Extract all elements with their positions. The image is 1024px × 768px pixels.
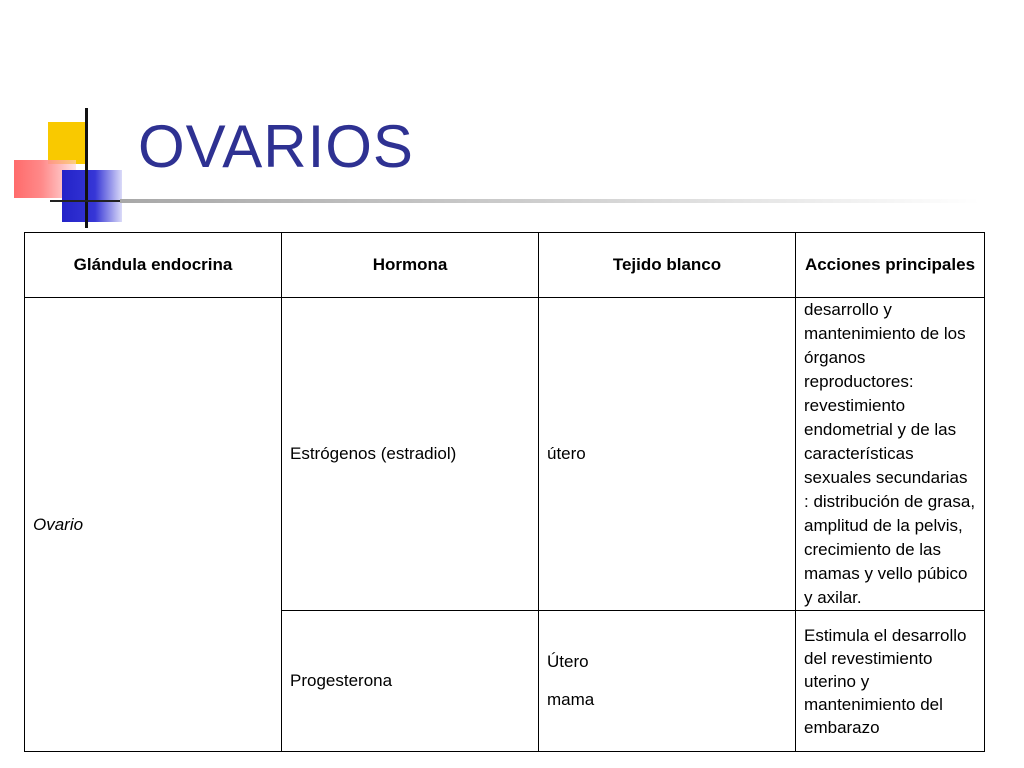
gland-cell: Ovario [25,298,282,752]
table-row [25,298,985,611]
endocrine-table [24,232,985,752]
slide-logo-decoration [0,100,150,230]
tissue-cell [539,298,796,611]
slide-title: OVARIOS [138,113,414,180]
header-main-actions: Acciones principales [796,233,985,298]
header-target-tissue: Tejido blanco [539,233,796,298]
yellow-square-decoration [48,122,86,164]
tissue-cell [539,611,796,752]
header-gland: Glándula endocrina [25,233,282,298]
tissue-item: útero [547,444,586,463]
actions-cell: Estimula el desarrollo del revestimiento uterino y mantenimiento del embarazo [796,611,985,752]
title-underline [120,199,980,203]
actions-cell: desarrollo y mantenimiento de los órganos reproductores: revestimiento endometrial y de las características sexuales secundarias : distribución de grasa, amplitud de la pelvis, crecimiento de las mamas y vello púbico y axilar. [796,298,985,611]
hormone-cell: Estrógenos (estradiol) [282,298,539,611]
header-hormone: Hormona [282,233,539,298]
tissue-item: Útero [547,652,589,671]
horizontal-line-decoration [50,200,130,202]
vertical-line-decoration [85,108,88,228]
tissue-item: mama [547,690,595,709]
hormone-cell: Progesterona [282,611,539,752]
table-header-row [25,233,985,298]
blue-square-decoration [62,170,122,222]
